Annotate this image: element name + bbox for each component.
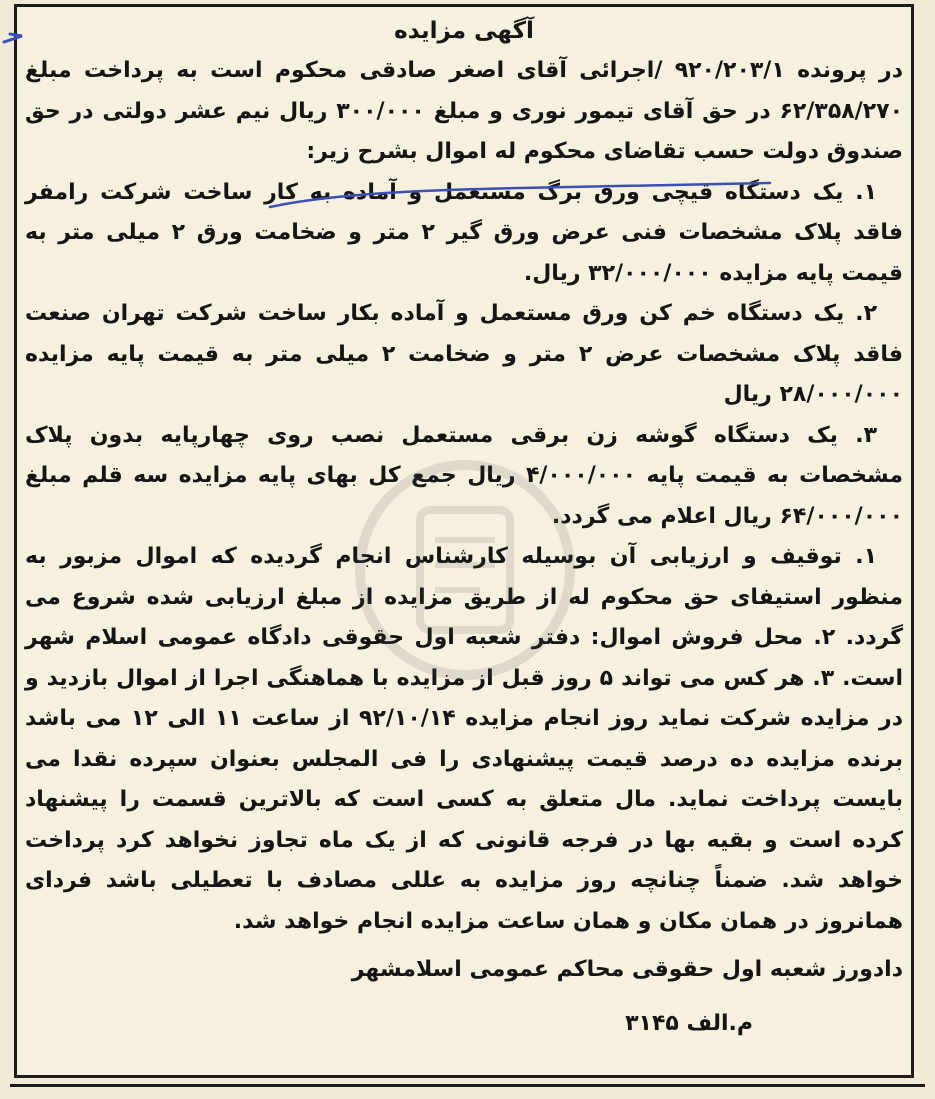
notice-conditions: ۱. توقیف و ارزیابی آن بوسیله کارشناس انجام گردیده که اموال مزبور به منظور استیفای حق محکوم له از طریق مزایده از مبلغ ارزیابی شده شروع می گردد. ۲. محل فروش اموال: دفتر شعبه اول حقوقی دادگاه عمومی اسلام شهر است. ۳. هر کس می تواند ۵ روز قبل از مزایده با هماهنگی اجرا از اموال بازدید و در مزایده شرکت نماید روز انجام مزایده ۹۲/۱۰/۱۴ از ساعت ۱۱ الی ۱۲ می باشد برنده مزایده ده درصد قیمت پیشنهادی را فی المجلس بعنوان سپرده نقدا می بایست پرداخت نماید. مال متعلق به کسی است که بالاترین قسمت را پیشنهاد کرده است و بقیه بها در فرجه قانونی که از یک ماه تجاوز نخواهد کرد پرداخت خواهد شد. ضمناً چنانچه روز مزایده به عللی مصادف با تعطیلی باشد فردای همانروز در همان مکان و همان ساعت مزایده انجام خواهد شد. bbox=[25, 544, 904, 934]
notice-signature: دادورز شعبه اول حقوقی محاکم عمومی اسلامشهر bbox=[351, 957, 903, 982]
notice-reference: م.الف ۳۱۴۵ bbox=[625, 1011, 753, 1036]
notice-title: آگهی مزایده bbox=[394, 18, 534, 44]
notice-item-1: ۱. یک دستگاه قیچی ورق برگ مستعمل و آماده به کار ساخت شرکت رامفر فاقد پلاک مشخصات فنی عرض ورق گیر ۲ متر و ضخامت ورق ۲ میلی متر به قیمت پایه مزایده ۳۲/۰۰۰/۰۰۰ ریال. bbox=[25, 179, 903, 286]
bottom-divider bbox=[10, 1084, 925, 1087]
notice-item-3: ۳. یک دستگاه گوشه زن برقی مستعمل نصب روی چهارپایه بدون پلاک مشخصات به قیمت پایه ۴/۰۰۰/۰۰۰ ریال جمع کل بهای پایه مزایده سه قلم مبلغ ۶۴/۰۰۰/۰۰۰ ریال اعلام می گردد. bbox=[25, 422, 903, 529]
notice-frame bbox=[14, 4, 914, 1078]
notice-item-2: ۲. یک دستگاه خم کن ورق مستعمل و آماده بکار ساخت شرکت تهران صنعت فاقد پلاک مشخصات عرض ۲ متر و ضخامت ۲ میلی متر به قیمت پایه مزایده ۲۸/۰۰۰/۰۰۰ ریال bbox=[25, 301, 903, 407]
notice-intro: در پرونده ۹۲۰/۲۰۳/۱ /اجرائی آقای اصغر صادقی محکوم است به پرداخت مبلغ ۶۲/۳۵۸/۲۷۰ در حق آقای تیمور نوری و مبلغ ۳۰۰/۰۰۰ ریال نیم عشر دولتی در حق صندوق دولت حسب تقاضای محکوم له اموال بشرح زیر: bbox=[25, 58, 903, 164]
notice-body bbox=[25, 11, 903, 1071]
